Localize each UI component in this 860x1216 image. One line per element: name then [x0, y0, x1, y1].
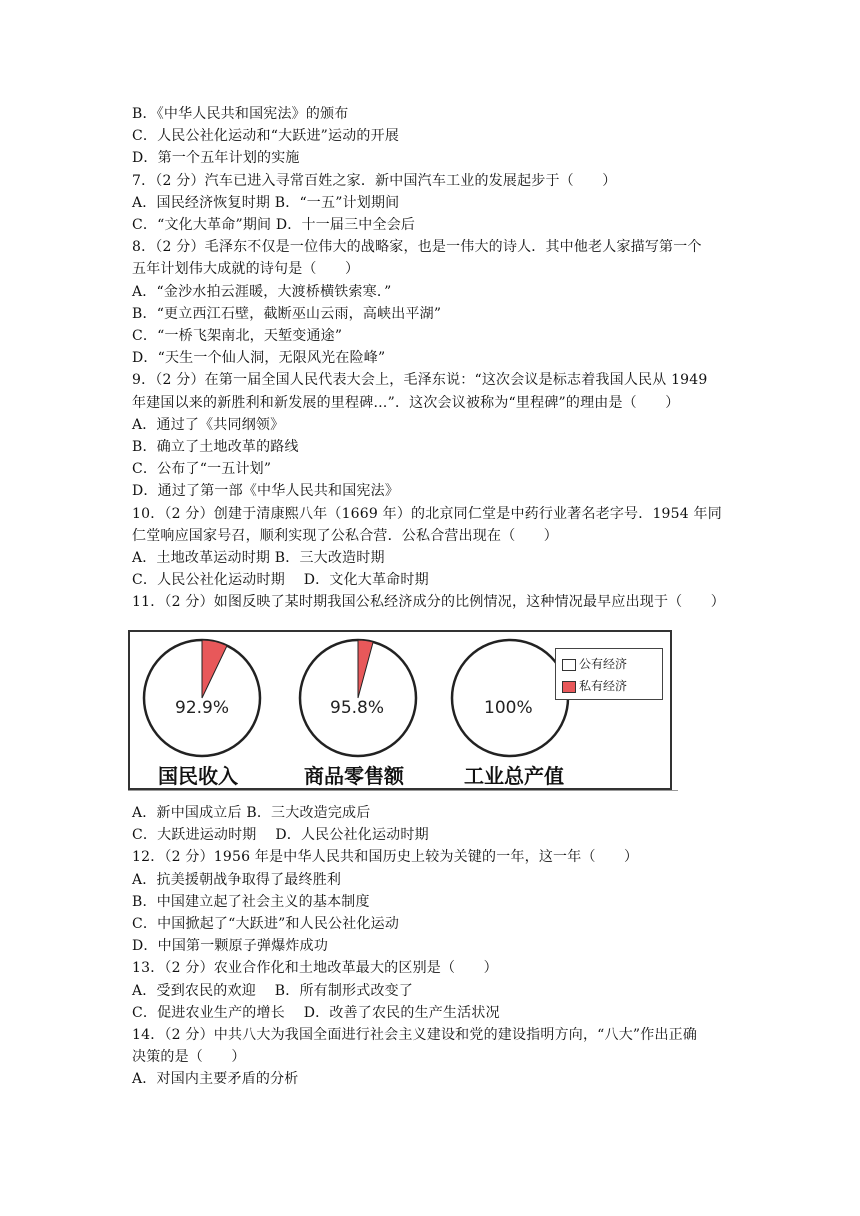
- text-line: 五年计划伟大成就的诗句是（ ）: [132, 261, 360, 278]
- text-line: 仁堂响应国家号召，顺利实现了公私合营．公私合营出现在（ ）: [132, 527, 558, 544]
- figure-baseline: [128, 790, 678, 791]
- text-line: 9．（2 分）在第一届全国人民代表大会上，毛泽东说：“这次会议是标志着我国人民从 1949: [132, 372, 708, 389]
- text-line: C．中国掀起了“大跃进”和人民公社化运动: [132, 916, 400, 932]
- text-line: 决策的是（ ）: [132, 1049, 246, 1066]
- text-line: C．公布了“一五计划”: [132, 461, 272, 478]
- chart-legend: [555, 648, 663, 700]
- text-line: A．国民经济恢复时期 B．“一五”计划期间: [132, 194, 400, 211]
- pie-label-industrial-output: 100%: [484, 698, 533, 718]
- text-line: C．“文化大革命”期间 D．十一届三中全会后: [132, 217, 416, 233]
- pie-caption-national-income: 国民收入: [158, 764, 238, 788]
- text-line: 11．（2 分）如图反映了某时期我国公私经济成分的比例情况，这种情况最早应出现于（ ）: [132, 594, 725, 611]
- legend-label-public: 公有经济: [579, 657, 628, 671]
- pie-label-retail-sales: 95.8%: [330, 698, 385, 718]
- text-line: C．“一桥飞架南北，天堑变通途”: [132, 328, 343, 344]
- legend-swatch-private: [562, 681, 576, 693]
- text-line: A．土地改革运动时期 B．三大改造时期: [132, 550, 385, 566]
- text-line: D．中国第一颗原子弹爆炸成功: [132, 938, 329, 955]
- text-line: A．“金沙水拍云涯暖，大渡桥横铁索寒．”: [132, 283, 392, 300]
- text-line: A．新中国成立后 B．三大改造完成后: [132, 805, 371, 821]
- text-line: 10．（2 分）创建于清康熙八年（1669 年）的北京同仁堂是中药行业著名老字号．1954 年同: [132, 505, 722, 522]
- text-line: 14．（2 分）中共八大为我国全面进行社会主义建设和党的建设指明方向，“八大”作出正确: [132, 1027, 698, 1043]
- text-line: 年建国以来的新胜利和新发展的里程碑…”．这次会议被称为“里程碑”的理由是（ ）: [132, 394, 680, 411]
- text-line: C．促进农业生产的增长 D．改善了农民的生产生活状况: [132, 1004, 500, 1021]
- pie-caption-retail-sales: 商品零售额: [304, 764, 404, 788]
- text-line: D．通过了第一部《中华人民共和国宪法》: [132, 483, 400, 500]
- text-line: B．“更立西江石壁，截断巫山云雨，高峡出平湖”: [132, 305, 442, 322]
- pie-label-national-income: 92.9%: [175, 698, 230, 718]
- text-line: B．中国建立起了社会主义的基本制度: [132, 893, 370, 910]
- legend-swatch-public: [562, 659, 576, 671]
- text-line: D．第一个五年计划的实施: [132, 150, 300, 167]
- legend-label-private: 私有经济: [579, 679, 628, 693]
- text-line: B．《中华人民共和国宪法》的颁布: [132, 106, 349, 122]
- pie-chart-figure: [128, 628, 678, 796]
- text-line: A．对国内主要矛盾的分析: [132, 1071, 299, 1088]
- text-line: C．人民公社化运动和“大跃进”运动的开展: [132, 128, 400, 145]
- text-line: D．“天生一个仙人洞，无限风光在险峰”: [132, 350, 386, 367]
- text-line: 7．（2 分）汽车已进入寻常百姓之家．新中国汽车工业的发展起步于（ ）: [132, 172, 617, 189]
- pie-caption-industrial-output: 工业总产值: [464, 764, 564, 788]
- text-line: 8．（2 分）毛泽东不仅是一位伟大的战略家，也是一伟大的诗人．其中他老人家描写第一个: [132, 239, 702, 256]
- legend-item-private: [562, 677, 627, 695]
- text-line: A．通过了《共同纲领》: [132, 416, 285, 433]
- text-line: C．大跃进运动时期 D．人民公社化运动时期: [132, 827, 429, 844]
- text-line: A．受到农民的欢迎 B．所有制形式改变了: [132, 982, 414, 999]
- text-line: C．人民公社化运动时期 D．文化大革命时期: [132, 572, 429, 589]
- text-line: B．确立了土地改革的路线: [132, 439, 299, 455]
- text-line: 13．（2 分）农业合作化和土地改革最大的区别是（ ）: [132, 960, 498, 977]
- text-line: A．抗美援朝战争取得了最终胜利: [132, 871, 342, 888]
- text-line: 12．（2 分）1956 年是中华人民共和国历史上较为关键的一年，这一年（ ）: [132, 849, 639, 866]
- legend-item-public: [562, 655, 627, 673]
